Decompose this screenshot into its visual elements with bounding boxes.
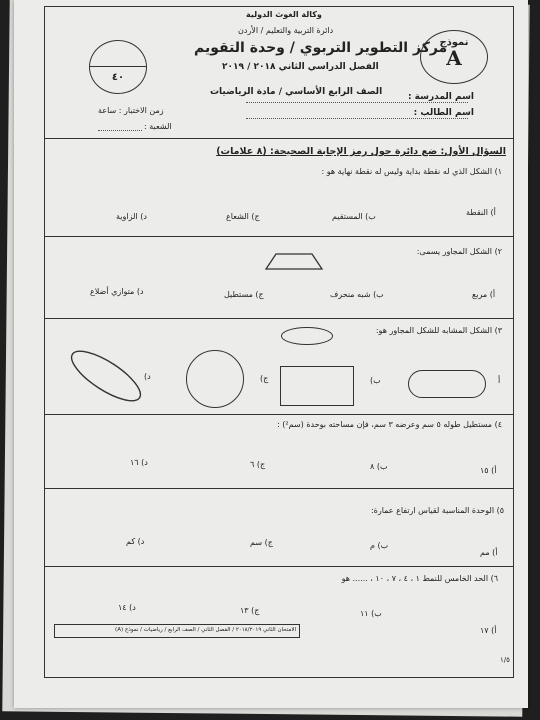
q4-option-b[interactable]: ب) ٨ [370, 462, 388, 471]
school-label: اسم المدرسة : [407, 92, 474, 102]
model-label: نموذج [439, 37, 469, 48]
q4-option-d[interactable]: د) ١٦ [130, 458, 148, 467]
question-divider [44, 236, 514, 237]
student-field[interactable] [246, 118, 468, 119]
q1-option-d[interactable]: د) الزاوية [116, 212, 147, 221]
score-divider [90, 66, 146, 67]
q2-option-c[interactable]: ج) مستطيل [224, 290, 264, 299]
duration-label: زمن الاختبار : ساعة [98, 106, 164, 115]
score-circle [89, 40, 147, 94]
page-number: ١/٥ [500, 656, 510, 664]
q3-option-c[interactable]: ج) [260, 374, 269, 383]
q3-circle-figure [186, 350, 244, 408]
section-title: السؤال الأول: ضع دائرة حول رمز الإجابة الصحيحة: (٨ علامات) [216, 146, 506, 157]
q2-option-a[interactable]: أ) مربع [472, 290, 496, 299]
school-field[interactable] [246, 102, 468, 103]
trapezoid-figure [264, 252, 324, 272]
model-letter: A [446, 46, 462, 70]
q5-option-d[interactable]: د) كم [126, 537, 145, 546]
footer-text: الامتحان الثاني ٢٠١٨/٢٠١٩ / الفصل الثاني / الصف الرابع / رياضيات / نموذج (A) [115, 627, 296, 633]
q1-option-c[interactable]: ج) الشعاع [226, 212, 260, 221]
q6-option-d[interactable]: د) ١٤ [118, 603, 136, 612]
student-label: اسم الطالب : [413, 108, 474, 118]
question-3-text: ٣) الشكل المشابه للشكل المجاور هو: [375, 326, 502, 335]
q2-option-b[interactable]: ب) شبه منحرف [330, 290, 384, 299]
department-line: دائرة التربية والتعليم / الأردن [238, 26, 334, 35]
exam-sheet [14, 0, 528, 708]
question-1-text: ١) الشكل الذي له نقطة بداية وليس له نقطة نهاية هو : [321, 167, 502, 176]
question-2-text: ٢) الشكل المجاور يسمى: [416, 247, 502, 256]
q3-option-b[interactable]: ب) [370, 376, 381, 385]
page-title: مركز التطوير التربوي / وحدة التقويم [194, 40, 448, 56]
header-divider [44, 138, 514, 139]
q6-option-a[interactable]: أ) ١٧ [480, 626, 497, 635]
score-value: ٤٠ [111, 72, 125, 83]
q1-option-b[interactable]: ب) المستقيم [332, 212, 376, 221]
q5-option-c[interactable]: ج) سم [250, 538, 273, 547]
q3-rounded-rect-figure [408, 370, 486, 398]
question-4-text: ٤) مستطيل طوله ٥ سم وعرضه ٣ سم، فإن مساحته بوحدة (سم²) : [277, 420, 502, 429]
term-line: الفصل الدراسي الثاني ٢٠١٨ / ٢٠١٩ [222, 62, 379, 72]
q3-rectangle-figure [280, 366, 354, 406]
q5-option-b[interactable]: ب) م [370, 541, 389, 550]
q3-option-a[interactable]: أ [498, 376, 501, 385]
q6-option-c[interactable]: ج) ١٣ [240, 606, 260, 615]
model-badge [420, 30, 488, 84]
question-6-text: ٦) الحد الخامس للنمط ١ ، ٤ ، ٧ ، ١٠ ، ...... هو [341, 574, 498, 583]
q2-option-d[interactable]: د) متوازي أضلاع [90, 287, 144, 296]
question-divider [44, 566, 514, 567]
q3-option-d[interactable]: د) [144, 372, 151, 381]
question-5-text: ٥) الوحدة المناسبة لقياس ارتفاع عمارة: [370, 506, 504, 515]
section-field[interactable] [98, 130, 142, 131]
q5-option-a[interactable]: أ) مم [480, 548, 498, 557]
grade-subject-line: الصف الرابع الأساسي / مادة الرياضيات [210, 87, 383, 97]
q6-option-b[interactable]: ب) ١١ [360, 609, 382, 618]
q1-option-a[interactable]: أ) النقطة [466, 208, 496, 217]
q4-option-a[interactable]: أ) ١٥ [480, 466, 497, 475]
footer-box [54, 624, 300, 638]
q3-tilted-ellipse-figure [66, 346, 146, 406]
agency-line: وكالة الغوث الدولية [246, 10, 322, 19]
question-divider [44, 414, 514, 415]
reference-oval-figure [281, 327, 333, 345]
question-divider [44, 488, 514, 489]
q4-option-c[interactable]: ج) ٦ [250, 460, 266, 469]
question-divider [44, 318, 514, 319]
section-label: الشعبة : [144, 122, 172, 131]
